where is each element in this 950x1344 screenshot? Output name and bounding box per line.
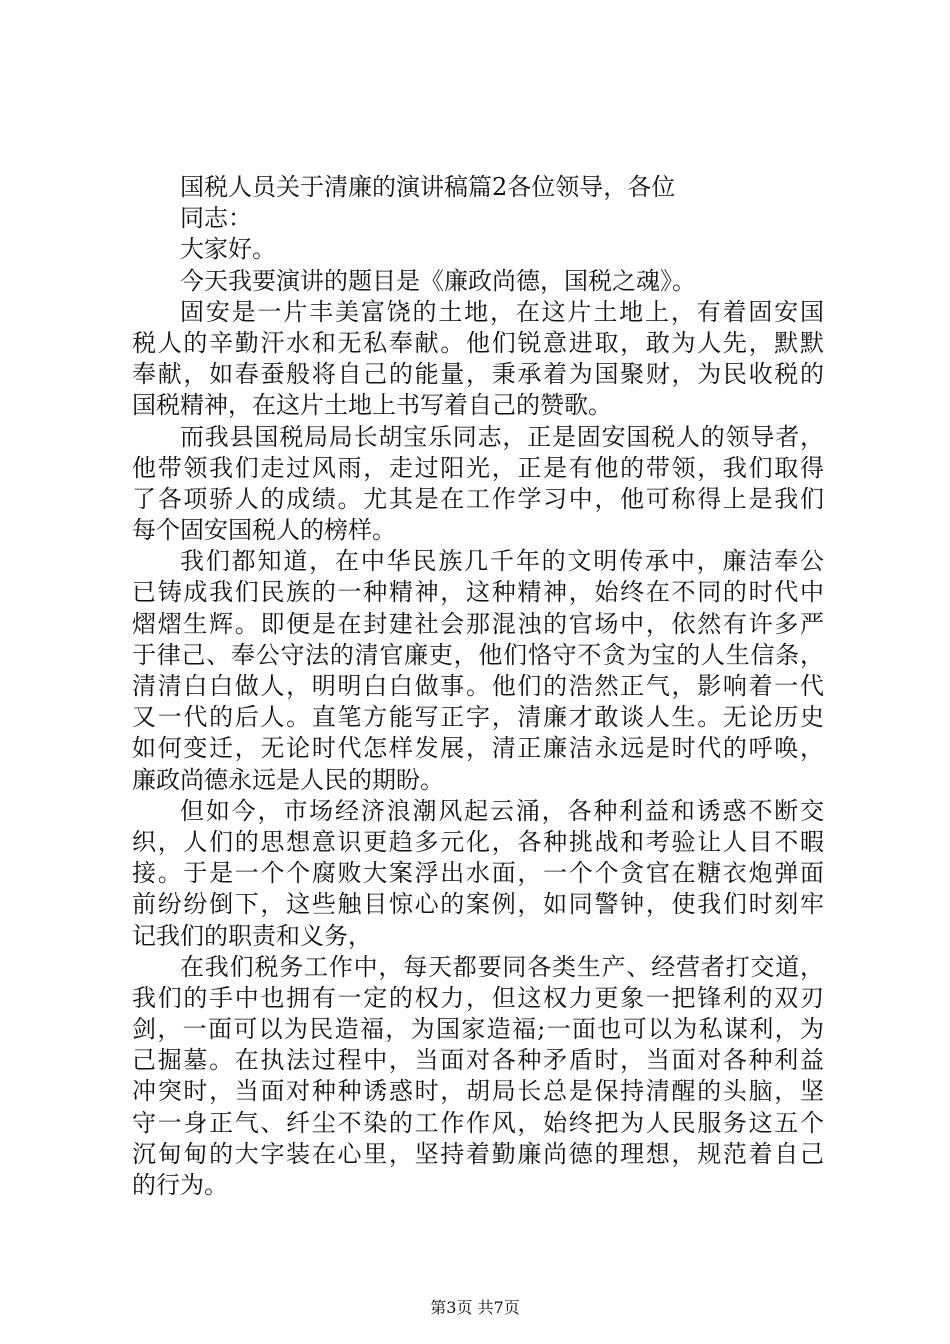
page-footer: 第3页 共7页 xyxy=(430,1298,520,1317)
text-line: 剑，一面可以为民造福，为国家造福;一面也可以为私谋利，为 xyxy=(132,1015,824,1044)
text-line: 又一代的后人。直笔方能写正字，清廉才敢谈人生。无论历史 xyxy=(132,703,824,732)
text-line: 前纷纷倒下，这些触目惊心的案例，如同警钟，使我们时刻牢 xyxy=(132,890,824,919)
text-line: 他带领我们走过风雨，走过阳光，正是有他的带领，我们取得 xyxy=(132,453,824,482)
text-line: 税人的辛勤汗水和无私奉献。他们锐意进取，敢为人先，默默 xyxy=(132,328,824,357)
text-line: 固安是一片丰美富饶的土地，在这片土地上，有着固安国 xyxy=(180,297,824,326)
text-line: 清清白白做人，明明白白做事。他们的浩然正气，影响着一代 xyxy=(132,672,824,700)
text-line: 如何变迁，无论时代怎样发展，清正廉洁永远是时代的呼唤， xyxy=(132,734,824,763)
text-line: 在我们税务工作中，每天都要同各类生产、经营者打交道， xyxy=(180,952,824,981)
text-line: 但如今，市场经济浪潮风起云涌，各种利益和诱惑不断交 xyxy=(180,796,824,825)
text-line: 我们都知道，在中华民族几千年的文明传承中，廉洁奉公 xyxy=(180,547,824,576)
text-line: 而我县国税局局长胡宝乐同志，正是固安国税人的领导者， xyxy=(180,422,824,451)
text-line: 冲突时，当面对种种诱惑时，胡局长总是保持清醒的头脑，坚 xyxy=(132,1077,824,1106)
text-line: 我们的手中也拥有一定的权力，但这权力更象一把锋利的双刃 xyxy=(132,983,824,1012)
text-line: 熠熠生辉。即便是在封建社会那混浊的官场中，依然有许多严 xyxy=(132,609,824,638)
text-line: 守一身正气、纤尘不染的工作作风，始终把为人民服务这五个 xyxy=(132,1108,824,1137)
text-line: 大家好。 xyxy=(180,235,276,264)
text-line: 己掘墓。在执法过程中，当面对各种矛盾时，当面对各种利益 xyxy=(132,1046,824,1075)
text-line: 了各项骄人的成绩。尤其是在工作学习中，他可称得上是我们 xyxy=(132,484,824,513)
text-line: 的行为。 xyxy=(132,1171,228,1199)
text-line: 国税人员关于清廉的演讲稿篇2各位领导，各位 xyxy=(180,173,676,201)
document-body xyxy=(132,172,824,1201)
text-line: 接。于是一个个腐败大案浮出水面，一个个贪官在糖衣炮弹面 xyxy=(132,859,824,888)
text-line: 每个固安国税人的榜样。 xyxy=(132,516,396,545)
text-line: 奉献，如春蚕般将自己的能量，秉承着为国聚财，为民收税的 xyxy=(132,360,824,389)
text-line: 于律己、奉公守法的清官廉吏，他们恪守不贪为宝的人生信条， xyxy=(132,640,824,669)
text-line: 沉甸甸的大字装在心里，坚持着勤廉尚德的理想，规范着自己 xyxy=(132,1139,824,1168)
text-line: 织，人们的思想意识更趋多元化，各种挑战和考验让人目不暇 xyxy=(132,827,824,856)
text-line: 记我们的职责和义务， xyxy=(132,921,372,950)
text-line: 已铸成我们民族的一种精神，这种精神，始终在不同的时代中 xyxy=(132,578,824,607)
text-line: 今天我要演讲的题目是《廉政尚德，国税之魂》。 xyxy=(180,266,696,295)
text-line: 廉政尚德永远是人民的期盼。 xyxy=(132,765,444,794)
text-line: 同志： xyxy=(180,204,252,233)
text-line: 国税精神，在这片土地上书写着自己的赞歌。 xyxy=(132,391,612,420)
